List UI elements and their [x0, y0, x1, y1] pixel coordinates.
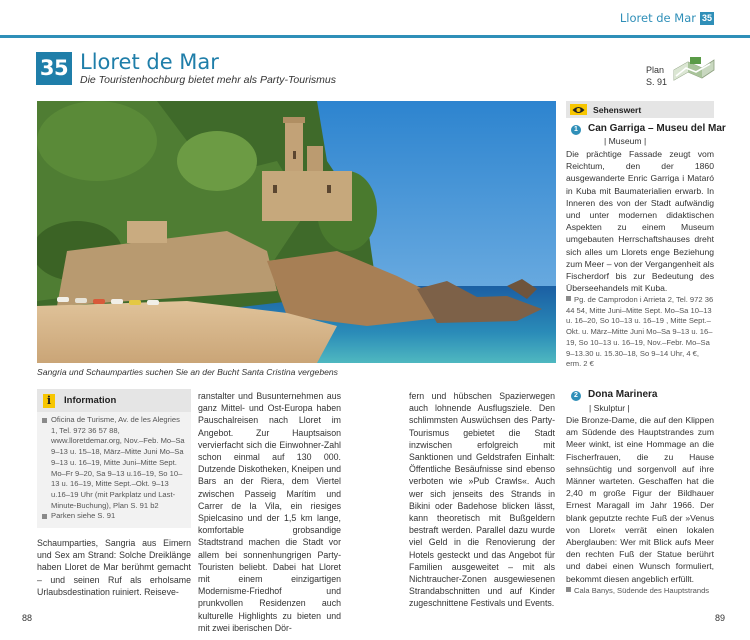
body-column-1: Schaumparties, Sangria aus Eimern und Sex am Strand: Solche Dreiklänge haben Lloret de Mar berühmt gemacht – und seinen Ruf als erholsame Urlaubsdestination ruiniert. Reiseve-: [37, 538, 191, 597]
running-head-title: Lloret de Mar: [619, 11, 696, 25]
poi-2-text: Die Bronze-Dame, die auf den Klippen am Südende des Hauptstrandes zum Meer winkt, ist eine Hommage an die Fischerfrauen, die zu Hause sehnsüchtig und sorgenvoll auf ihre Männer warteten. Geschaffen hat die 2,40 m große Figur der Bildhauer Ernest Maragall im Jahr 1966. Der blank geputzte rechte Fuß der »Venus von Lloret« verrät einen lokalen Aberglauben: Wer mit Blick aufs Meer den rechten Fuß der Statue berührt und dabei einen Wunsch formuliert, bekommt diesen angeblich erfüllt.: [566, 415, 714, 584]
plan-page: S. 91: [646, 77, 668, 87]
map-icon: [672, 56, 716, 82]
running-head: [620, 11, 714, 25]
photo-santa-cristina-bay: [37, 101, 556, 363]
body-column-3: fern und hübschen Spazierwegen auch lohnende Ausflugsziele. Den schlimmsten Auswüchsen des Party-Tourismus gebietet die Stadt inzwischen erfolgreich mit Sanktionen und Geldstrafen Einhalt: Öffentliche Besäufnisse sind ebenso verboten wie »Pub Crawls«. Auch wer sich jenseits des Strands in Bikini oder Badehose blicken lässt, kann theoretisch mit Bußgeldern bestraft werden. Parallel dazu wurde viel Geld in die Renovierung der Hotels gesteckt und das Angebot für Familien ausgeweitet – mit als Nichtraucher-Zonen ausgewiesenen Strandabschnitten und auf Kinder zugeschnittene Festivals und Events.: [409, 391, 555, 609]
plan-label: Plan: [646, 65, 665, 75]
poi-2-category: | Skulptur |: [589, 403, 630, 413]
chapter-title: Lloret de Mar: [80, 50, 219, 74]
info-icon: i: [43, 394, 55, 408]
page-number-right: 89: [715, 613, 726, 623]
poi-1-number: 1: [571, 125, 581, 135]
eye-icon: [570, 104, 587, 115]
poi-2-number: 2: [571, 391, 581, 401]
sehenswert-label: Sehenswert: [593, 104, 642, 115]
info-box-title: Information: [64, 395, 117, 406]
chapter-number: 35: [36, 52, 72, 85]
body-column-2: ranstalter und Busunternehmen aus ganz Mittel- und Ost-Europa haben Pauschalreisen nach Lloret im Angebot. Zur Hauptsaison vervierfacht sich die Einwohner-Zahl schon einmal auf 130 000. Dutzende Diskotheken, Kneipen und Bars an der Riera, dem Viertel zwischen Passeig Marítim und Carrer de la Vila, ein riesiges Spielcasino und der 1,5 km lange, komfortable grobsandige Stadtstrand machen die Stadt vor allem bei sonnenhungrigen Party-Touristen beliebt. Dabei hat Lloret mit einem einzigartigen Modernisme-Friedhof und prunkvollen Residenzen auch kulturelle Highlights zu bieten und mit zwei iberischen Dör-: [198, 391, 341, 633]
info-line: Oficina de Turisme, Av. de les Alegries 1, Tel. 972 36 57 88, www.lloretdemar.org, Nov.–Feb. Mo–Sa 9–13 u. 15–18, März–Mitte Juni Mo–Sa 9–13 u. 16–19, Mitte Juni–Mitte Sept. Mo–Fr 9–20, Sa 9–13 u.16–19, So 10–13 u. 16–19, Mitte Sept.–Okt. 9–13 u.16–19 Uhr (mit Parkplatz und Last-Minute-Buchung), Plan S. 91 b2: [51, 415, 187, 511]
photo-caption: Sangria und Schaumparties suchen Sie an der Bucht Santa Cristina vergebens: [37, 367, 338, 377]
poi-2-title: Dona Marinera: [588, 389, 658, 400]
running-head-number: 35: [701, 12, 712, 23]
page-number-left: 88: [22, 613, 33, 623]
top-rule: [0, 35, 750, 38]
info-box-header: [37, 389, 191, 412]
poi-1-text: Die prächtige Fassade zeugt vom Reichtum, den der 1860 ausgewanderte Enric Garriga i Mataró in Kuba mit Baumaterialien erwarb. In Inneren des von der Stadt aufwändig und unter modernen didaktischen Aspekten zu einem Museum umgebauten Herrschaftshauses dreht sich alles um Llorets enge Beziehung zum Meer – von der Vergangenheit als Fischerdorf bis zur Bedeutung des Überseehandels mit Kuba.: [566, 149, 714, 294]
poi-1-category: | Museum |: [604, 136, 647, 146]
poi-2-address: Cala Banys, Südende des Hauptstrands: [566, 586, 714, 597]
info-line: Parken siehe S. 91: [51, 511, 187, 522]
poi-1-title: Can Garriga – Museu del Mar: [588, 123, 726, 134]
plan-reference: [646, 64, 667, 88]
sehenswert-header: [566, 101, 714, 118]
chapter-subtitle: Die Touristenhochburg bietet mehr als Party-Tourismus: [80, 74, 337, 86]
poi-1-address: Pg. de Camprodon i Arrieta 2, Tel. 972 36 44 54, Mitte Juni–Mitte Sept. Mo–Sa 10–13 u. 16–20, So 10–13 u. 16–19 , Mitte Sept.–Okt. u. März–Mitte Juni Mo–Sa 9–13 u. 16–19, So 10–13 u. 16–19, Nov.–Febr. Mo–Sa 9–13.30 u. 15.30–18, So 9–14 Uhr, 4 €, erm. 2 €: [566, 295, 714, 369]
info-box-body: [37, 412, 191, 528]
